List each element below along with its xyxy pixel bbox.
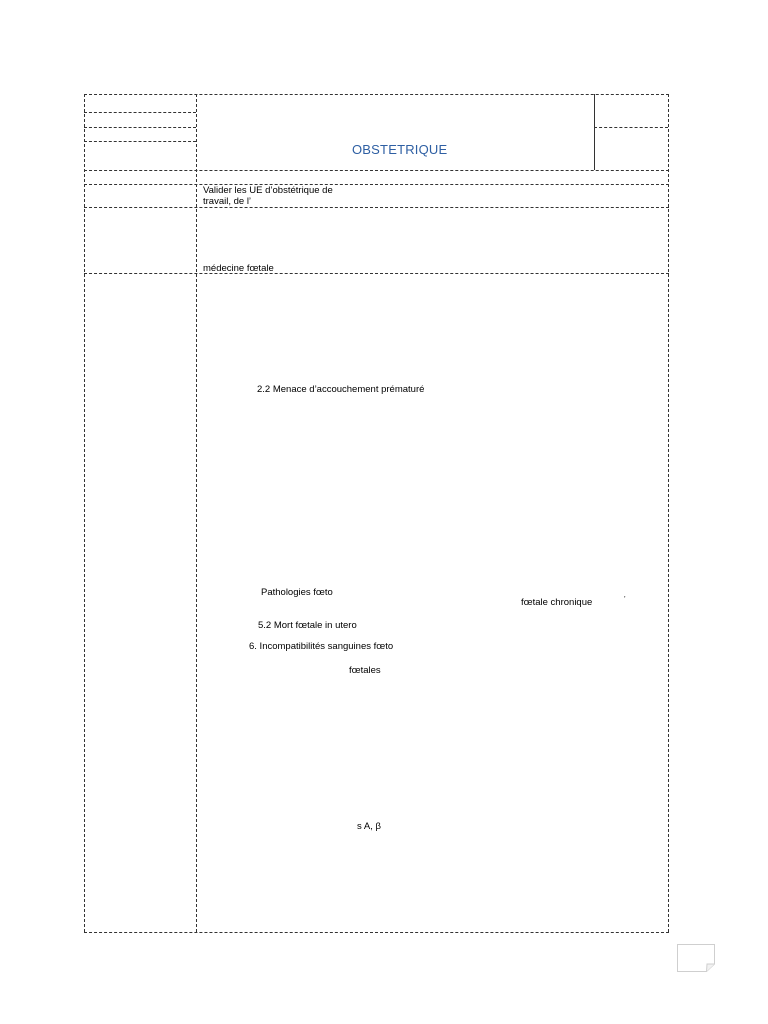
item-dot: ’ (624, 596, 626, 603)
item-6-continued: fœtales (349, 665, 381, 676)
header-right-divider (594, 94, 595, 170)
row-line-273 (84, 273, 669, 274)
page-corner-icon (677, 944, 715, 972)
item-2-2: 2.2 Menace d’accouchement prématuré (257, 384, 425, 395)
item-groups: s A, β (357, 821, 381, 832)
header-right-line (594, 127, 668, 128)
objective-line-2: travail, de l’ (203, 196, 252, 207)
column-divider (196, 94, 197, 932)
header-row-line-3 (84, 141, 196, 142)
document-title: OBSTETRIQUE (352, 142, 448, 157)
table-border-bottom (84, 932, 669, 933)
row-line-170 (84, 170, 669, 171)
header-row-line-1 (84, 112, 196, 113)
row-line-184 (84, 184, 669, 185)
table-border-left (84, 94, 85, 932)
table-border-top (84, 94, 669, 95)
item-6: 6. Incompatibilités sanguines fœto (249, 641, 394, 652)
field-medecine: médecine fœtale (203, 263, 274, 274)
item-pathologies: Pathologies fœto (261, 587, 333, 598)
header-row-line-2 (84, 127, 196, 128)
objective-line-1: Valider les UE d’obstétrique de (203, 185, 333, 196)
item-foetale-chronique: fœtale chronique (521, 597, 593, 608)
row-line-207 (84, 207, 669, 208)
item-5-2: 5.2 Mort fœtale in utero (258, 620, 357, 631)
table-border-right (668, 94, 669, 932)
